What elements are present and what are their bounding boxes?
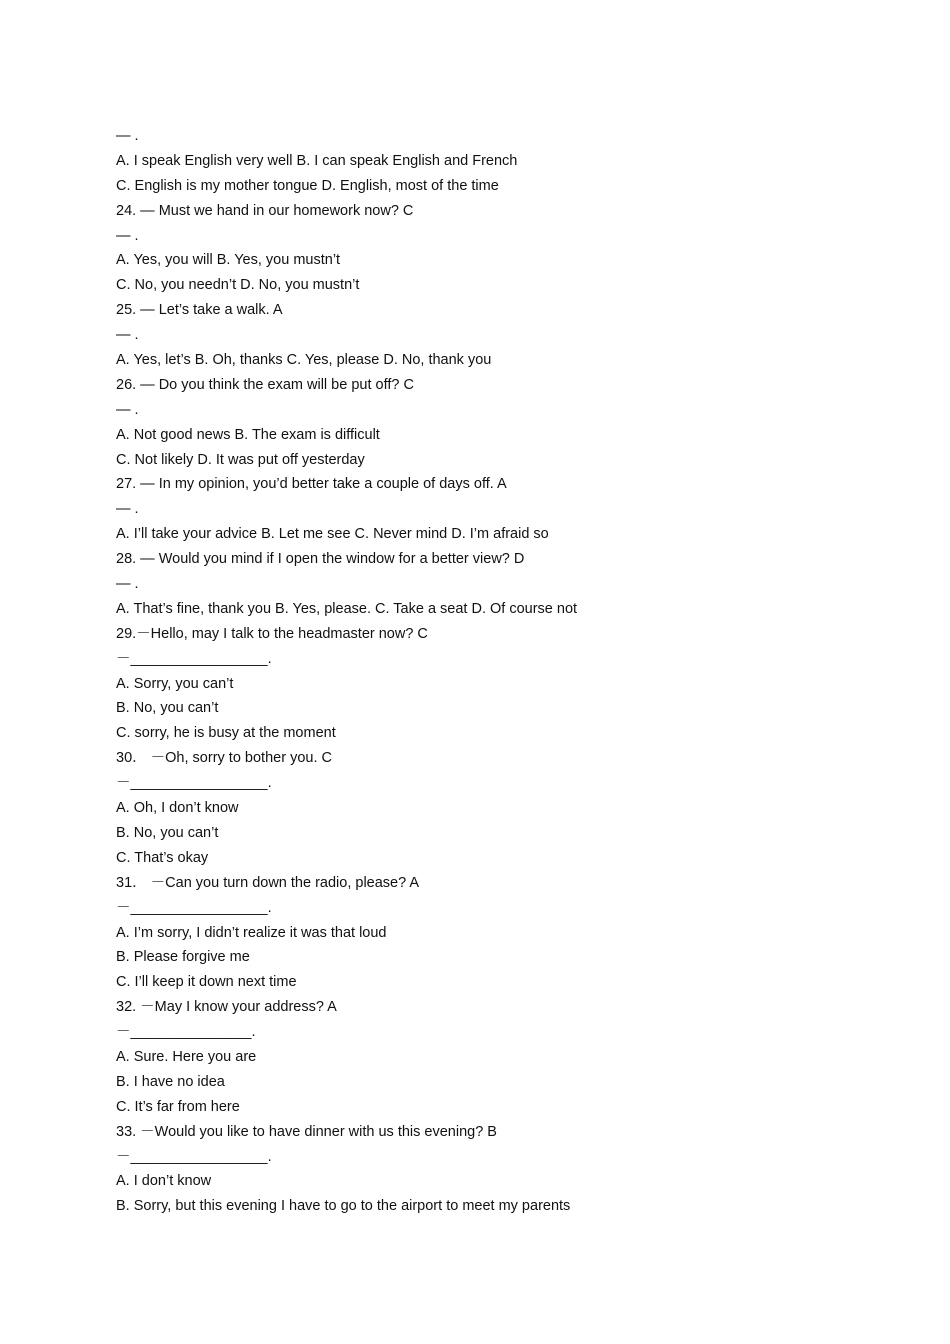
text-line: — .	[116, 501, 139, 518]
text-line: C. sorry, he is busy at the moment	[116, 725, 336, 742]
text-line: A. Yes, let’s B. Oh, thanks C. Yes, please D. No, thank you	[116, 352, 492, 369]
document-body	[116, 124, 896, 1219]
text-line: — .	[116, 227, 139, 244]
text-line: 26. — Do you think the exam will be put off? C	[116, 376, 414, 393]
text-line: B. Sorry, but this evening I have to go to the airport to meet my parents	[116, 1198, 571, 1215]
text-line: A. I speak English very well B. I can speak English and French	[116, 152, 518, 169]
text-line: C. That’s okay	[116, 849, 209, 866]
text-line: 28. — Would you mind if I open the window for a better view? D	[116, 551, 525, 568]
text-line: A. I’ll take your advice B. Let me see C. Never mind D. I’m afraid so	[116, 526, 549, 543]
text-line: A. Oh, I don’t know	[116, 800, 239, 817]
text-line: B. No, you can’t	[116, 700, 219, 717]
text-line: 30． －Oh, sorry to bother you. C	[116, 750, 332, 767]
text-line: 25. — Let’s take a walk. A	[116, 302, 283, 319]
text-line: 29.－Hello, may I talk to the headmaster now? C	[116, 625, 428, 642]
text-line: －_________________.	[116, 899, 272, 916]
text-line: — .	[116, 401, 139, 418]
text-line: A. Sorry, you can’t	[116, 675, 234, 692]
text-line: A. That’s fine, thank you B. Yes, please. C. Take a seat D. Of course not	[116, 600, 578, 617]
text-line: A. I don’t know	[116, 1173, 212, 1190]
text-line: — .	[116, 128, 139, 144]
text-line: A. Yes, you will B. Yes, you mustn’t	[116, 252, 341, 269]
text-line: C. Not likely D. It was put off yesterday	[116, 451, 365, 468]
text-line: －_________________.	[116, 1148, 272, 1165]
text-line: C. English is my mother tongue D. English, most of the time	[116, 177, 499, 194]
text-line: C. I’ll keep it down next time	[116, 974, 297, 991]
text-line: －_________________.	[116, 775, 272, 792]
text-line: 24. — Must we hand in our homework now? C	[116, 202, 414, 219]
text-line: 33. －Would you like to have dinner with us this evening? B	[116, 1123, 497, 1140]
text-line: 32. －May I know your address? A	[116, 999, 337, 1016]
text-line: －_________________.	[116, 650, 272, 667]
text-line: 31． －Can you turn down the radio, please? A	[116, 874, 420, 891]
text-line: C. It’s far from here	[116, 1098, 240, 1115]
text-line: — .	[116, 327, 139, 344]
text-line: — .	[116, 576, 139, 593]
text-line: 27. — In my opinion, you’d better take a couple of days off. A	[116, 476, 507, 493]
text-line: B. Please forgive me	[116, 949, 250, 966]
text-line: B. I have no idea	[116, 1073, 225, 1090]
text-line: B. No, you can’t	[116, 824, 219, 841]
text-line: A. I’m sorry, I didn’t realize it was that loud	[116, 924, 387, 941]
text-line: A. Sure. Here you are	[116, 1048, 257, 1065]
text-line: C. No, you needn’t D. No, you mustn’t	[116, 277, 360, 294]
text-line: －_______________.	[116, 1024, 256, 1041]
text-line: A. Not good news B. The exam is difficult	[116, 426, 380, 443]
